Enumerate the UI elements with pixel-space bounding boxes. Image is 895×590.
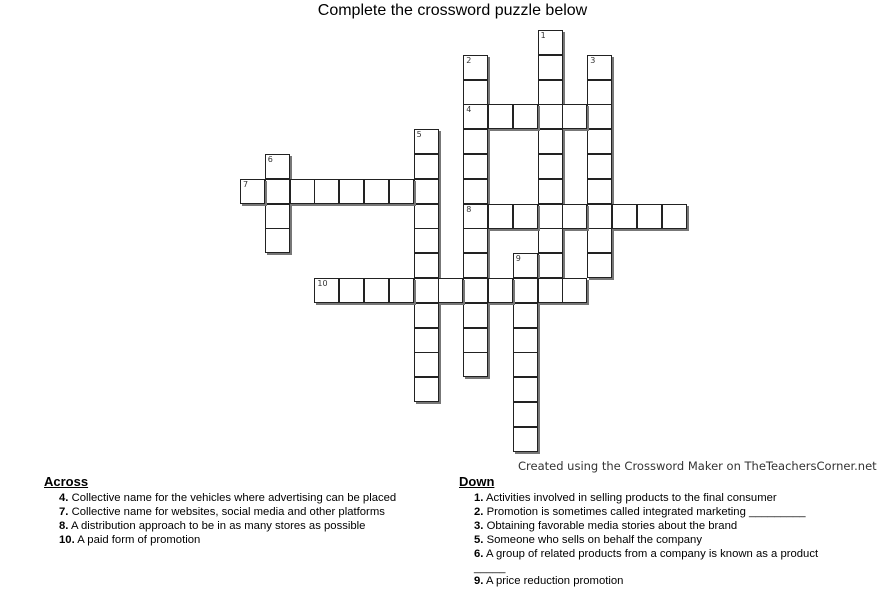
crossword-cell[interactable]	[364, 179, 389, 204]
down-clue-3: 3. Obtaining favorable media stories about the brand	[474, 520, 738, 532]
across-clue-7: 7. Collective name for websites, social media and other platforms	[59, 506, 385, 518]
clue-number: 9	[515, 254, 521, 264]
clue-number: 1	[540, 31, 546, 40]
crossword-cell[interactable]	[463, 104, 488, 129]
crossword-cell[interactable]	[463, 179, 488, 204]
crossword-cell[interactable]	[513, 278, 538, 303]
crossword-cell[interactable]	[463, 253, 488, 278]
credit-text: Created using the Crossword Maker on TheTeachersCorner.net	[518, 459, 877, 473]
crossword-cell[interactable]	[463, 328, 488, 353]
crossword-cell[interactable]	[414, 179, 439, 204]
crossword-cell[interactable]	[538, 129, 563, 154]
crossword-cell[interactable]	[414, 204, 439, 229]
crossword-cell[interactable]	[265, 228, 290, 253]
clue-number: 6	[267, 155, 273, 164]
crossword-cell[interactable]	[389, 179, 414, 204]
crossword-cell[interactable]	[513, 377, 538, 402]
crossword-cell[interactable]	[538, 228, 563, 253]
crossword-cell[interactable]	[488, 278, 513, 303]
crossword-cell[interactable]	[513, 328, 538, 353]
crossword-cell[interactable]	[612, 204, 637, 229]
across-heading: Across	[44, 474, 89, 489]
clue-number: 3	[590, 55, 596, 65]
crossword-cell[interactable]	[637, 204, 662, 229]
crossword-cell[interactable]	[414, 328, 439, 353]
crossword-cell[interactable]	[414, 352, 439, 377]
crossword-cell[interactable]	[414, 129, 439, 154]
crossword-cell[interactable]	[290, 179, 315, 204]
crossword-cell[interactable]	[662, 204, 687, 229]
crossword-cell[interactable]	[538, 154, 563, 179]
crossword-cell[interactable]	[414, 377, 439, 402]
crossword-cell[interactable]	[587, 80, 612, 105]
crossword-cell[interactable]	[463, 303, 488, 328]
crossword-cell[interactable]	[587, 204, 612, 229]
crossword-cell[interactable]	[538, 278, 563, 303]
crossword-cell[interactable]	[488, 104, 513, 129]
crossword-cell[interactable]	[463, 228, 488, 253]
down-clue-2: 2. Promotion is sometimes called integrated marketing _________	[474, 506, 806, 518]
crossword-cell[interactable]	[513, 427, 538, 452]
crossword-cell[interactable]	[438, 278, 463, 303]
crossword-cell[interactable]	[538, 179, 563, 204]
across-clue-4: 4. Collective name for the vehicles where advertising can be placed	[59, 492, 397, 504]
clue-number: 2	[466, 55, 472, 65]
clue-number: 5	[416, 130, 422, 140]
crossword-cell[interactable]	[364, 278, 389, 303]
crossword-cell[interactable]	[463, 204, 488, 229]
crossword-cell[interactable]	[513, 352, 538, 377]
crossword-cell[interactable]	[513, 402, 538, 427]
crossword-cell[interactable]	[562, 104, 587, 129]
crossword-cell[interactable]	[538, 253, 563, 278]
crossword-cell[interactable]	[414, 303, 439, 328]
crossword-cell[interactable]	[389, 278, 414, 303]
crossword-cell[interactable]	[463, 80, 488, 105]
down-clue-9: 9. A price reduction promotion	[474, 575, 624, 587]
down-heading: Down	[459, 474, 495, 489]
crossword-cell[interactable]	[414, 278, 439, 303]
crossword-cell[interactable]	[538, 55, 563, 80]
crossword-cell[interactable]	[414, 154, 439, 179]
crossword-cell[interactable]	[463, 154, 488, 179]
crossword-cell[interactable]	[587, 104, 612, 129]
down-clue-6: 6. A group of related products from a company is known as a product	[474, 548, 819, 560]
down-clue-6-blank: _____	[474, 562, 506, 574]
clue-number: 10	[317, 279, 328, 288]
crossword-cell[interactable]	[513, 104, 538, 129]
crossword-cell[interactable]	[587, 253, 612, 278]
crossword-cell[interactable]	[463, 278, 488, 303]
crossword-cell[interactable]	[538, 104, 563, 129]
page-title: Complete the crossword puzzle below	[317, 2, 588, 19]
crossword-cell[interactable]	[265, 204, 290, 229]
crossword-cell[interactable]	[488, 204, 513, 229]
across-clue-10: 10. A paid form of promotion	[59, 534, 201, 546]
clue-number: 8	[466, 204, 472, 214]
crossword-cell[interactable]	[562, 204, 587, 229]
crossword-cell[interactable]	[587, 129, 612, 154]
crossword-cell[interactable]	[463, 352, 488, 377]
crossword-cell[interactable]	[414, 228, 439, 253]
crossword-cell[interactable]	[587, 55, 612, 80]
crossword-cell[interactable]	[587, 179, 612, 204]
crossword-cell[interactable]	[463, 55, 488, 80]
crossword-cell[interactable]	[562, 278, 587, 303]
crossword-cell[interactable]	[339, 278, 364, 303]
crossword-cell[interactable]	[265, 179, 290, 204]
crossword-cell[interactable]	[240, 179, 265, 204]
crossword-cell[interactable]	[587, 228, 612, 253]
down-clue-1: 1. Activities involved in selling products to the final consumer	[474, 492, 777, 504]
clue-number: 4	[466, 105, 472, 115]
clue-number: 7	[243, 179, 249, 189]
crossword-cell[interactable]	[587, 154, 612, 179]
crossword-cell[interactable]	[463, 129, 488, 154]
crossword-cell[interactable]	[538, 204, 563, 229]
crossword-cell[interactable]	[513, 204, 538, 229]
crossword-cell[interactable]	[314, 179, 339, 204]
crossword-cell[interactable]	[513, 303, 538, 328]
crossword-cell[interactable]	[538, 30, 563, 55]
across-clue-8: 8. A distribution approach to be in as many stores as possible	[59, 520, 366, 532]
crossword-cell[interactable]	[314, 278, 339, 303]
crossword-cell[interactable]	[339, 179, 364, 204]
crossword-cell[interactable]	[513, 253, 538, 278]
down-clue-5: 5. Someone who sells on behalf the company	[474, 534, 702, 546]
crossword-cell[interactable]	[538, 80, 563, 105]
crossword-cell[interactable]	[414, 253, 439, 278]
crossword-cell[interactable]	[265, 154, 290, 179]
